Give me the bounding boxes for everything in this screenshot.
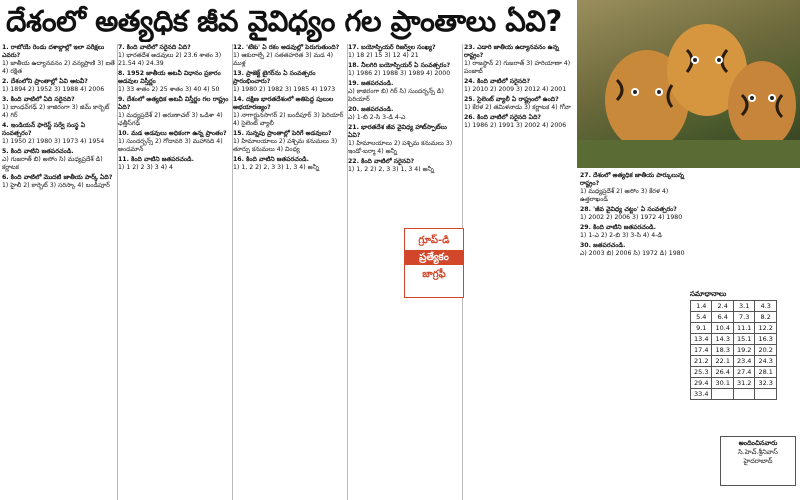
- question-options: 1) 1980 2) 1982 3) 1985 4) 1973: [233, 86, 336, 93]
- question-item: [118, 156, 231, 172]
- key-row: [691, 389, 777, 400]
- question-text: 12. 'టేకు' ఏ రకం అడవుల్లో పెరుగుతుంది?: [233, 44, 340, 51]
- question-options: 1) సుందర్బన్స్ 2) గోదావరి 3) మహానది 4) అండమాన్: [118, 138, 223, 153]
- question-options: 1) ఆకురాల్చే 2) సతతహరిత 3) మడ 4) ముళ్ల: [233, 52, 334, 67]
- key-cell: 32.3: [755, 378, 776, 389]
- question-item: [580, 242, 688, 258]
- box-line-2: ప్రత్యేకం: [405, 250, 463, 265]
- answer-key-table: [690, 300, 777, 400]
- credit-line-3: సి.హెచ్.శ్రీనివాస్: [738, 448, 778, 456]
- question-text: 14. దక్షిణ భారతదేశంలో అతిపెద్ద పులుల అభయారణ్యం?: [233, 96, 334, 111]
- key-row: [691, 312, 777, 323]
- question-options: ఎ) 1-బి 2-సి 3-డి 4-ఎ: [348, 114, 406, 121]
- question-options: 1) బాంధవ్‌గఢ్ 2) కాజిరంగా 3) జిమ్ కార్బెట్ 4) గిర్: [2, 104, 110, 119]
- key-row: [691, 301, 777, 312]
- question-options: 1) 1, 2 2) 2, 3 3) 1, 3 4) అన్నీ: [348, 166, 434, 173]
- question-text: 27. దేశంలో అత్యధిక జాతీయ పార్కులున్న రాష్ట్రం?: [580, 172, 684, 187]
- question-options: 1) మధ్యప్రదేశ్ 2) అసోం 3) కేరళ 4) ఉత్తరాఖండ్: [580, 188, 669, 203]
- key-cell: 28.1: [755, 367, 776, 378]
- question-text: 21. భారతదేశ జీవ వైవిధ్య హాట్‌స్పాట్‌లు ఏవి?: [348, 124, 447, 139]
- question-options: 1) 1, 2 2) 2, 3 3) 1, 3 4) అన్నీ: [233, 164, 319, 171]
- question-item: [464, 78, 576, 94]
- question-options: 1) కేరళ 2) తమిళనాడు 3) కర్ణాటక 4) గోవా: [464, 104, 571, 111]
- key-cell: 9.1: [691, 323, 712, 334]
- key-row: [691, 378, 777, 389]
- question-options: 1) హిమాలయాలు 2) పశ్చిమ కనుమలు 3) ఇండో-బర్మా 4) అన్నీ: [348, 140, 453, 155]
- question-text: 9. దేశంలో అత్యధిక అటవీ విస్తీర్ణం గల రాష్ట్రం ఏది?: [118, 96, 229, 111]
- key-cell: 25.3: [691, 367, 712, 378]
- question-item: [464, 114, 576, 130]
- box-line-3: జాగ్రఫీ: [422, 269, 446, 280]
- credit-box: [720, 436, 796, 486]
- question-text: 18. నీలగిరి బయోస్ఫియర్ ఏ సంవత్సరం?: [348, 62, 451, 69]
- key-cell: 11.1: [733, 323, 754, 334]
- key-title: సమాధానాలు: [690, 290, 727, 298]
- question-item: [2, 122, 115, 146]
- question-text: 30. జతపరచండి.: [580, 242, 626, 249]
- question-column: [233, 44, 346, 500]
- question-text: 6. కింది వాటిలో మొదటి జాతీయ పార్క్ ఏది?: [2, 174, 113, 181]
- question-text: 11. కింది వాటిని జతపరచండి.: [118, 156, 194, 163]
- key-cell: 7.3: [733, 312, 754, 323]
- key-cell: 24.3: [755, 356, 776, 367]
- key-cell: 14.3: [712, 334, 733, 345]
- question-options: 1) 1950 2) 1980 3) 1973 4) 1954: [2, 138, 105, 145]
- question-options: ఎ) 2003 బి) 2006 సి) 1972 డి) 1980: [580, 250, 685, 257]
- key-cell: 23.4: [733, 356, 754, 367]
- question-text: 19. జతపరచండి.: [348, 80, 394, 87]
- right-question-column: [580, 172, 688, 498]
- question-item: [118, 96, 231, 128]
- question-item: [464, 96, 576, 112]
- question-text: 24. కింది వాటిలో సరైనది?: [464, 78, 531, 85]
- key-row: [691, 356, 777, 367]
- question-options: 1) రాజస్థాన్ 2) గుజరాత్ 3) హరియాణా 4) పంజాబ్: [464, 60, 571, 75]
- question-text: 22. కింది వాటిలో సరైనవి?: [348, 158, 415, 165]
- question-item: [233, 70, 346, 94]
- question-item: [2, 78, 115, 94]
- question-text: 13. ప్రాజెక్ట్ టైగర్‌ను ఏ సంవత్సరం ప్రారంభించారు?: [233, 70, 316, 85]
- key-cell: 18.3: [712, 345, 733, 356]
- question-text: 2. దేశంలోని ప్రాంతాల్లో ఏవి అటవీ?: [2, 78, 88, 85]
- question-item: [233, 156, 346, 172]
- question-options: 1) 33 శాతం 2) 25 శాతం 3) 40 4) 50: [118, 86, 220, 93]
- key-cell: 19.2: [733, 345, 754, 356]
- question-column: [464, 44, 576, 500]
- question-item: [348, 124, 461, 156]
- credit-line-1: అందించినవారు: [738, 439, 778, 447]
- question-options: 1) మధ్యప్రదేశ్ 2) అరుణాచల్ 3) ఒడిశా 4) ఛత్తీస్‌గఢ్: [118, 112, 223, 127]
- question-item: [2, 148, 115, 172]
- question-options: 1) హైలీ 2) కార్బెట్ 3) సరిస్కా 4) బండీపూర్: [2, 182, 110, 189]
- question-item: [580, 224, 688, 240]
- question-column: [118, 44, 231, 500]
- key-cell: 22.1: [712, 356, 733, 367]
- question-options: 1) జాతీయ ఉద్యానవనం 2) వన్యప్రాణి 3) ఐతే 4) రక్షిత: [2, 60, 115, 75]
- key-cell: 21.2: [691, 356, 712, 367]
- tiger-photo: [577, 0, 800, 168]
- key-cell: 12.2: [755, 323, 776, 334]
- question-item: [348, 80, 461, 104]
- question-item: [348, 62, 461, 78]
- question-text: 23. ఎడారి జాతీయ ఉద్యానవనం ఉన్న రాష్ట్రం?: [464, 44, 559, 59]
- key-cell: 1.4: [691, 301, 712, 312]
- question-text: 28. 'జీవ వైవిధ్య చట్టం' ఏ సంవత్సరం?: [580, 206, 677, 213]
- question-item: [2, 174, 115, 190]
- key-cell: 2.4: [712, 301, 733, 312]
- question-item: [348, 44, 461, 60]
- key-cell: 16.3: [755, 334, 776, 345]
- question-options: ఎ) గుజరాత్ బి) అసోం సి) మధ్యప్రదేశ్ డి) కర్ణాటక: [2, 156, 103, 171]
- key-cell: 17.4: [691, 345, 712, 356]
- question-options: 1) 1894 2) 1952 3) 1988 4) 2006: [2, 86, 105, 93]
- question-text: 10. మడ అడవులు అధికంగా ఉన్న ప్రాంతం?: [118, 130, 227, 137]
- question-text: 4. ఇండియన్ ఫారెస్ట్ సర్వే సంస్థ ఏ సంవత్సరం?: [2, 122, 86, 137]
- question-text: 25. సైలెంట్ వ్యాలీ ఏ రాష్ట్రంలో ఉంది?: [464, 96, 559, 103]
- question-options: 1) 18 2) 15 3) 12 4) 21: [348, 52, 419, 59]
- key-cell: 13.4: [691, 334, 712, 345]
- key-row: [691, 334, 777, 345]
- page-headline: దేశంలో అత్యధిక జీవ వైవిధ్యం గల ప్రాంతాలు ఏవి?: [6, 4, 562, 38]
- box-line-1: గ్రూప్-డి: [418, 235, 450, 246]
- question-item: [118, 44, 231, 68]
- key-cell: 10.4: [712, 323, 733, 334]
- key-cell: 3.1: [733, 301, 754, 312]
- credit-line-5: హైదరాబాద్: [743, 457, 773, 465]
- question-item: [118, 130, 231, 154]
- question-options: 1) 2010 2) 2009 3) 2012 4) 2001: [464, 86, 567, 93]
- key-cell: [712, 389, 733, 400]
- question-text: 29. కింది వాటిని జతపరచండి.: [580, 224, 656, 231]
- key-row: [691, 367, 777, 378]
- question-text: 8. 1952 జాతీయ అటవీ విధానం ప్రకారం అడవుల విస్తీర్ణం: [118, 70, 221, 85]
- question-item: [233, 44, 346, 68]
- key-cell: 4.3: [755, 301, 776, 312]
- key-row: [691, 345, 777, 356]
- key-cell: 27.4: [733, 367, 754, 378]
- key-cell: 20.2: [755, 345, 776, 356]
- question-options: 1) నాగార్జునసాగర్ 2) బందీపూర్ 3) పెరియార్ 4) సైలెంట్ వ్యాలీ: [233, 112, 344, 127]
- question-options: 1) భారతదేశ అడవులు 2) 23.6 శాతం 3) 21.54 4) 24.39: [118, 52, 222, 67]
- question-item: [348, 106, 461, 122]
- question-options: 1) 1 2) 2 3) 3 4) 4: [118, 164, 173, 171]
- question-item: [233, 130, 346, 154]
- key-cell: 26.4: [712, 367, 733, 378]
- question-item: [580, 206, 688, 222]
- key-cell: 30.1: [712, 378, 733, 389]
- key-cell: 5.4: [691, 312, 712, 323]
- question-text: 17. బయోస్ఫియర్ రిజర్వ్‌ల సంఖ్య?: [348, 44, 436, 51]
- key-cell: 8.2: [755, 312, 776, 323]
- question-item: [348, 158, 461, 174]
- question-options: 1) 1986 2) 1991 3) 2002 4) 2006: [464, 122, 567, 129]
- question-text: 3. కింది వాటిలో ఏది సరైనది?: [2, 96, 75, 103]
- question-options: 1) హిమాలయాలు 2) పశ్చిమ కనుమలు 3) తూర్పు కనుమలు 4) వింధ్య: [233, 138, 338, 153]
- question-text: 16. కింది వాటిని జతపరచండి.: [233, 156, 309, 163]
- key-cell: 33.4: [691, 389, 712, 400]
- question-columns: [2, 44, 577, 500]
- question-options: ఎ) కాజిరంగా బి) గిర్ సి) సుందర్బన్స్ డి) పెరియార్: [348, 88, 444, 103]
- question-column: [2, 44, 115, 500]
- section-box: [404, 228, 464, 298]
- question-item: [580, 172, 688, 204]
- key-cell: 6.4: [712, 312, 733, 323]
- question-item: [2, 96, 115, 120]
- question-text: 7. కింది వాటిలో సరైనది ఏది?: [118, 44, 191, 51]
- question-options: 1) 2002 2) 2006 3) 1972 4) 1980: [580, 214, 683, 221]
- question-item: [464, 44, 576, 76]
- key-cell: [733, 389, 754, 400]
- question-item: [233, 96, 346, 128]
- key-cell: 31.2: [733, 378, 754, 389]
- key-cell: 15.1: [733, 334, 754, 345]
- question-text: 5. కింది వాటిని జతపరచండి.: [2, 148, 74, 155]
- key-row: [691, 323, 777, 334]
- question-text: 1. రాబోయే రెండు దశాబ్దాల్లో ఇలా పరీక్షలు ఎవరు?: [2, 44, 105, 59]
- question-options: 1) 1-ఎ 2) 2-బి 3) 3-సి 4) 4-డి: [580, 232, 662, 239]
- question-text: 26. కింది వాటిలో సరైనది ఏది?: [464, 114, 542, 121]
- question-text: 20. జతపరచండి.: [348, 106, 394, 113]
- key-cell: [755, 389, 776, 400]
- question-item: [118, 70, 231, 94]
- question-item: [2, 44, 115, 76]
- question-options: 1) 1986 2) 1988 3) 1989 4) 2000: [348, 70, 451, 77]
- key-cell: 29.4: [691, 378, 712, 389]
- question-text: 15. సున్నపు ప్రాంతాల్లో పెరిగే అడవులు?: [233, 130, 332, 137]
- tiger-illustration: [577, 0, 800, 168]
